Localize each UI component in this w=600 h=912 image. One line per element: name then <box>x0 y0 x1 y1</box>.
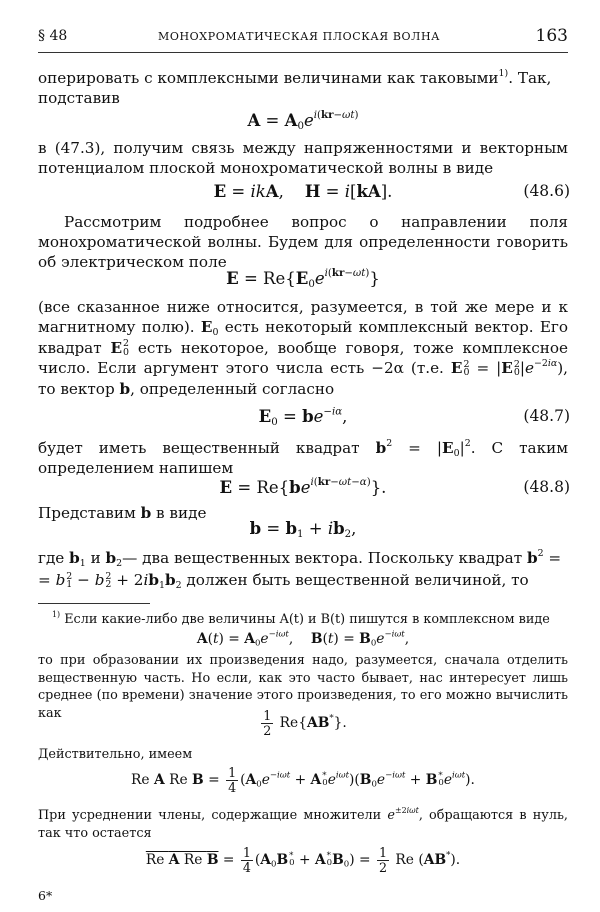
footnote-paragraph-3: Действительно, имеем <box>38 747 193 762</box>
footnote-equation-complex: $A(t) = A_0e^{-i\omega t}$, $B(t) = B_0e^{-i\omega t}$, <box>196 629 410 649</box>
equation-number-48-8: (48.8) <box>523 478 570 496</box>
footnote-equation-product: Re A Re B = $\frac{1}{4}$ ($A_0e^{-i\omega t} + A$ * 0 $e^{i\omega t})(B_0e^{-i\omega t} + B$ * 0 $e^{i\omega t}$). <box>131 765 475 795</box>
running-title: МОНОХРОМАТИЧЕСКАЯ ПЛОСКАЯ ВОЛНА <box>158 30 441 43</box>
signature-mark: 6* <box>38 888 53 903</box>
equation-number-48-7: (48.7) <box>523 407 570 425</box>
footnote-line-1: $^{1)}$ Если какие-либо две величины A(t) и B(t) пишутся в комплексном виде <box>52 610 550 627</box>
footnote-equation-average: Re A Re B = $\frac{1}{4}$ ($A_0B$ * 0 + A * 0 $B_0$) = $\frac{1}{2}$ Re (AB*). <box>145 845 461 875</box>
paragraph-7: где $b_1$ и $b_2—$ два вещественных вектора. Поскольку квадрат $b^2$ = = b 2 1 − b 2 2 + $2ib_1b_2$ должен быть вещественной величиной, то <box>38 547 562 591</box>
equation-48-7: $E_0 = be^{-i\alpha}$, <box>258 406 348 429</box>
paragraph-1: оперировать с комплексными величинами как таковыми$^{1)}$. Так, подставив <box>38 67 552 107</box>
equation-number-48-6: (48.6) <box>523 182 570 200</box>
paragraph-5: будет иметь вещественный квадрат $b^2 = |E_0|^2$. С таким определением напишем <box>38 437 569 477</box>
running-head <box>38 28 568 53</box>
footnote-equation-mean: $\frac{1}{2}$ Re{AB*}. <box>263 708 347 738</box>
footnote-ref[interactable]: 1) <box>498 67 509 79</box>
page-number: 163 <box>535 26 568 46</box>
paragraph-3: Рассмотрим подробнее вопрос о направлении поля монохроматической волны. Будем для определенности говорить об электрическом поле <box>38 213 568 271</box>
section-number: § 48 <box>38 28 68 44</box>
equation-48-8: $E = Re\{be^{i(kr-\omega t-\alpha)}\}$. <box>219 476 387 497</box>
equation-E-re: $E = Re\{E_0e^{i(kr-\omega t)}\}$ <box>226 267 380 291</box>
footnote-paragraph-4: При усреднении члены, содержащие множители $e^{\pm 2i\omega t}$, обращаются в нуль, так что остается <box>38 806 568 841</box>
equation-b-decomp: $b = b_1 + ib_2$, <box>249 519 357 541</box>
paragraph-2: в (47.3), получим связь между напряженностями и векторным потенциалом плоской монохроматической волны в виде <box>38 139 568 177</box>
footnote-paragraph-2: то при образовании их произведения надо, разумеется, сначала отделить вещественную часть. Но если, как это часто бывает, нас интересует лишь среднее (по времени) значение этого произведения, то его можно вычислить как <box>38 653 568 721</box>
equation-48-6: E = ikA, H = i[kA]. <box>213 182 393 201</box>
equation-A: $A = A_0e^{i(kr-\omega t)}$ <box>247 109 359 133</box>
paragraph-4: (все сказанное ниже относится, разумеется, в той же мере и к магнитному полю). $E_0$ есть некоторый комплексный вектор. Его квадрат E 2 0 есть некоторое, вообще говоря, тоже комплексное число. Если аргумент этого числа есть −2α (т.е. E 2 0 = |E 2 0 $|e^{-2i\alpha}$), то вектор b, определенный согласно <box>38 298 569 398</box>
paragraph-6: Представим b в виде <box>38 504 207 522</box>
footnote-rule <box>38 603 150 604</box>
